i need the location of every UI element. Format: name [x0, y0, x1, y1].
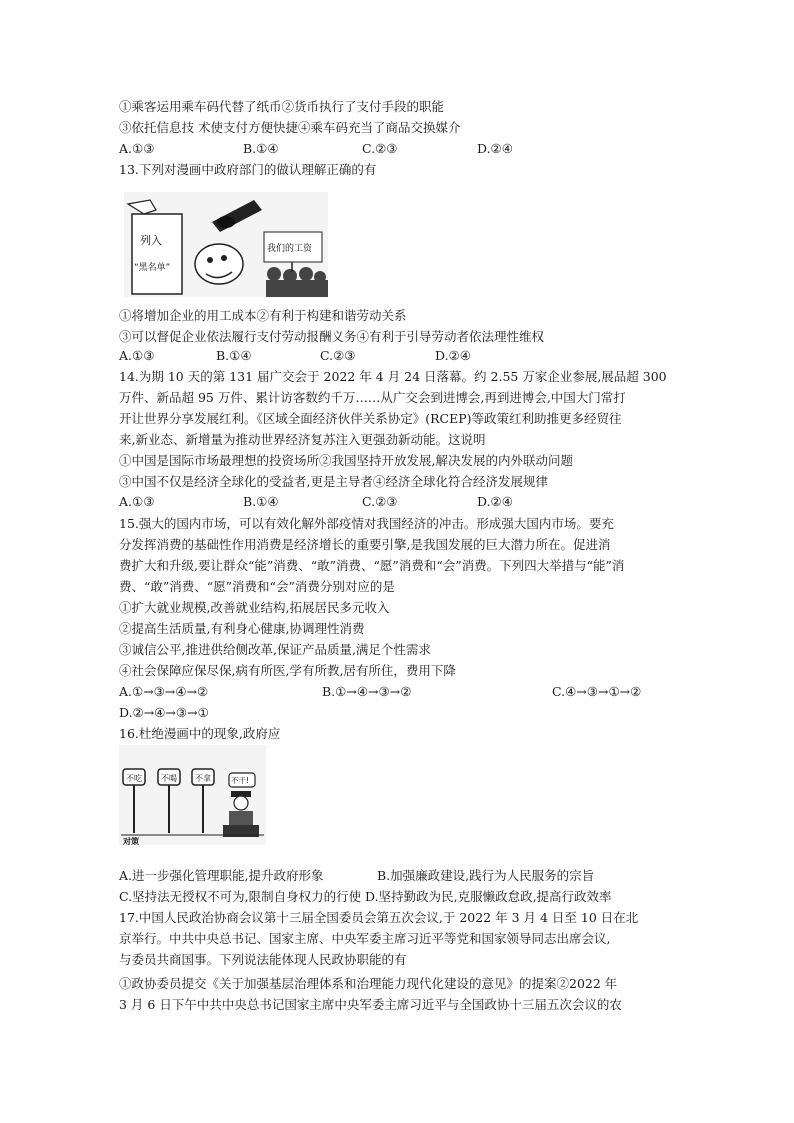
q12-choice-line-1: ①乘客运用乘车码代替了纸币②货币执行了支付手段的职能: [119, 99, 445, 114]
q14-option-a: A.①③: [119, 494, 155, 509]
q13-option-d: D.②④: [435, 348, 471, 363]
q13-option-a: A.①③: [119, 348, 155, 363]
q13-stem: 13.下列对漫画中政府部门的做认理解正确的有: [119, 162, 377, 177]
q17-choice-line-1: ①政协委员提交《关于加强基层治理体系和治理能力现代化建设的意见》的提案②2022 年: [119, 976, 618, 991]
q13-cartoon-drawing: [124, 192, 328, 297]
board-text-2: “黑名单”: [134, 263, 171, 273]
q15-item-2: ②提高生活质量,有利身心健康,协调理性消费: [119, 621, 365, 636]
q16-cartoon-drawing: [119, 745, 266, 845]
svg-text:不干!: 不干!: [231, 776, 250, 785]
q15-option-d: D.②→④→③→①: [119, 705, 209, 720]
q14-stem-line-4: 来,新业态、新增量为推动世界经济复苏注入更强劲新动能。这说明: [119, 432, 486, 447]
q13-option-c: C.②③: [320, 348, 356, 363]
svg-text:不拿: 不拿: [195, 774, 211, 783]
q12-choice-line-2: ③依托信息技 术使支付方便快捷④乘车码充当了商品交换媒介: [119, 120, 461, 135]
q15-stem-line-4: 费、“敢”消费、“愿”消费和“会”消费分别对应的是: [119, 579, 395, 594]
q14-choice-line-2: ③中国不仅是经济全球化的受益者,更是主导者④经济全球化符合经济发展规律: [119, 474, 548, 489]
q15-item-1: ①扩大就业规模,改善就业结构,拓展居民多元收入: [119, 600, 390, 615]
q14-stem-line-1: 14.为期 10 天的第 131 届广交会于 2022 年 4 月 24 日落幕。约 2.55 万家企业参展,展品超 300: [119, 369, 667, 384]
q14-option-b: B.①④: [243, 494, 279, 509]
employer-eye-right: [221, 255, 227, 261]
stamp-head: [217, 216, 235, 228]
employer-eye-left: [207, 257, 213, 263]
svg-text:不喝: 不喝: [161, 774, 177, 783]
q12-option-c: C.②③: [362, 141, 398, 156]
blacklist-board: [132, 214, 182, 294]
q17-stem-line-2: 京举行。中共中央总书记、国家主席、中央军委主席习近平等党和国家领导同志出席会议,: [119, 931, 611, 946]
q16-option-a: A.进一步强化管理职能,提升政府形象: [119, 868, 324, 883]
q14-stem-line-3: 开让世界分享发展红利。《区域全面经济伙伴关系协定》(RCEP)等政策红利助推更多经贸往: [119, 411, 622, 426]
q13-choice-line-1: ①将增加企业的用工成本②有利于构建和谐劳动关系: [119, 308, 407, 323]
q15-stem-line-3: 费扩大和升级,要让群众“能”消费、“敢”消费、“愿”消费和“会”消费。下列四大举措与“能”消: [119, 558, 625, 573]
q13-choice-line-2: ③可以督促企业依法履行支付劳动报酬义务④有利于引导劳动者依法理性维权: [119, 329, 545, 344]
q12-option-d: D.②④: [477, 141, 513, 156]
q12-option-a: A.①③: [119, 141, 155, 156]
q15-stem-line-2: 分发挥消费的基础性作用消费是经济增长的重要引擎,是我国发展的巨大潜力所在。促进消: [119, 537, 611, 552]
q16-stem: 16.杜绝漫画中的现象,政府应: [119, 726, 281, 741]
q17-choice-line-2: 3 月 6 日下午中共中央总书记国家主席中央军委主席习近平与全国政协十三届五次会议的农: [119, 997, 622, 1012]
q15-item-4: ④社会保障应保尽保,病有所医,学有所教,居有所住，费用下降: [119, 663, 456, 678]
q14-choice-line-1: ①中国是国际市场最理想的投资场所②我国坚持开放发展,解决发展的内外联动问题: [119, 453, 573, 468]
q17-stem-line-1: 17.中国人民政治协商会议第十三届全国委员会第五次会议,于 2022 年 3 月 4 日至 10 日在北: [119, 910, 639, 925]
q15-option-b: B.①→④→③→②: [322, 684, 412, 699]
q14-option-c: C.②③: [362, 494, 398, 509]
q16-option-b: B.加强廉政建设,践行为人民服务的宗旨: [377, 868, 595, 883]
wage-sign-text: 我们的工资: [267, 244, 313, 254]
q15-stem-line-1: 15.强大的国内市场，可以有效化解外部疫情对我国经济的冲击。形成强大国内市场。要充: [119, 516, 614, 531]
svg-text:不吃: 不吃: [126, 774, 142, 783]
q15-option-a: A.①→③→④→②: [119, 684, 209, 699]
board-text-1: 列入: [140, 234, 162, 247]
q12-option-b: B.①④: [243, 141, 279, 156]
q15-option-c: C.④→③→①→②: [552, 684, 642, 699]
q13-cartoon: [124, 192, 328, 297]
q15-item-3: ③诚信公平,推进供给侧改革,保证产品质量,满足个性需求: [119, 642, 431, 657]
cartoon-caption: 对策: [123, 837, 139, 845]
q16-cartoon: [119, 745, 266, 845]
q14-option-d: D.②④: [477, 494, 513, 509]
q16-options-row-2: C.坚持法无授权不可为,限制自身权力的行使 D.坚持勤政为民,克服懒政怠政,提高行政效率: [119, 889, 612, 904]
q17-stem-line-3: 与委员共商国事。下列说法能体现人民政协职能的有: [119, 952, 407, 967]
q14-stem-line-2: 万件、新品超 95 万件、累计访客数约千万……从广交会到进博会,再到进博会,中国大门常打: [119, 390, 626, 405]
q13-option-b: B.①④: [216, 348, 252, 363]
